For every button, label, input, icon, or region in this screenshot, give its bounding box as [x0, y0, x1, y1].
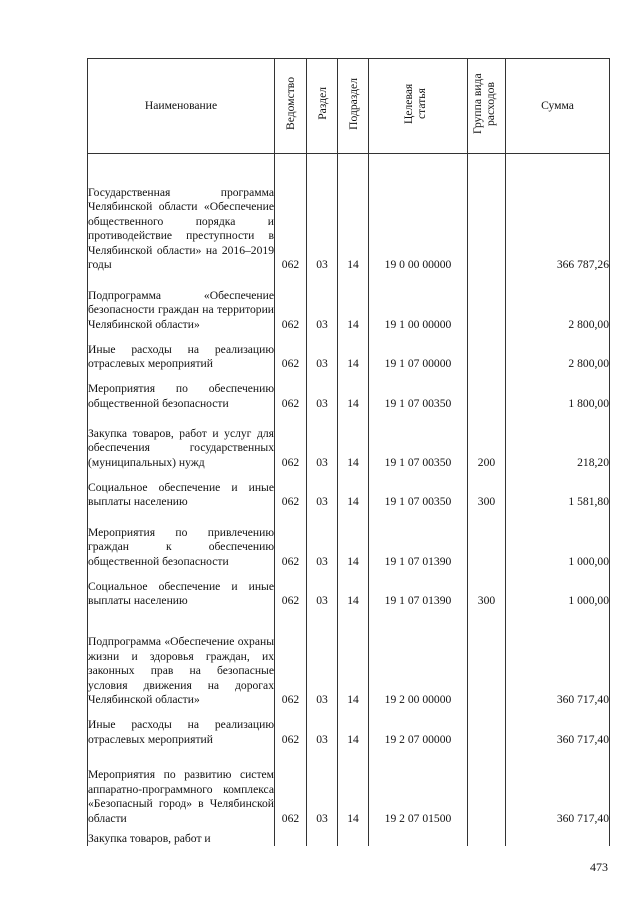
cell-ved: 062 [275, 510, 307, 569]
cell-name: Подпрограмма «Обеспечение охраны жизни и здоровья граждан, их законных прав на безопасные условия движения на дорогах Челябинской области» [88, 609, 275, 708]
cell-name: Закупка товаров, работ и услуг для обеспечения государственных (муниципальных) нужд [88, 411, 275, 470]
cell-razdel: 03 [307, 154, 338, 273]
cell-ved: 062 [275, 372, 307, 412]
table-row [88, 826, 610, 846]
cell-summa: 360 717,40 [506, 708, 610, 748]
cell-summa: 1 000,00 [506, 510, 610, 569]
cell-razdel [307, 826, 338, 846]
cell-celevaya: 19 2 00 00000 [369, 609, 468, 708]
cell-celevaya: 19 1 00 00000 [369, 273, 468, 332]
table-row [88, 510, 610, 569]
cell-gruppa: 300 [468, 470, 506, 510]
cell-gruppa [468, 510, 506, 569]
cell-celevaya: 19 0 00 00000 [369, 154, 468, 273]
cell-celevaya: 19 1 07 01390 [369, 510, 468, 569]
table-row [88, 273, 610, 332]
budget-table [87, 58, 610, 846]
cell-razdel: 03 [307, 609, 338, 708]
cell-ved: 062 [275, 569, 307, 609]
cell-name: Мероприятия по привлечению граждан к обеспечению общественной безопасности [88, 510, 275, 569]
cell-podrazdel: 14 [338, 747, 369, 826]
cell-celevaya: 19 1 07 00350 [369, 372, 468, 412]
cell-celevaya: 19 1 07 00350 [369, 470, 468, 510]
cell-summa: 360 717,40 [506, 609, 610, 708]
cell-celevaya: 19 2 07 01500 [369, 747, 468, 826]
cell-summa: 366 787,26 [506, 154, 610, 273]
cell-podrazdel: 14 [338, 609, 369, 708]
cell-ved: 062 [275, 273, 307, 332]
cell-name: Социальное обеспечение и иные выплаты населению [88, 569, 275, 609]
cell-podrazdel: 14 [338, 411, 369, 470]
table-row [88, 411, 610, 470]
table-row [88, 154, 610, 273]
cell-gruppa: 200 [468, 411, 506, 470]
cell-summa: 218,20 [506, 411, 610, 470]
cell-ved: 062 [275, 609, 307, 708]
header-podrazdel: Подраздел [338, 59, 369, 154]
cell-gruppa [468, 372, 506, 412]
header-name: Наименование [88, 59, 275, 154]
cell-gruppa [468, 609, 506, 708]
cell-gruppa [468, 332, 506, 372]
cell-razdel: 03 [307, 747, 338, 826]
cell-podrazdel [338, 826, 369, 846]
cell-summa: 2 800,00 [506, 332, 610, 372]
cell-podrazdel: 14 [338, 372, 369, 412]
cell-razdel: 03 [307, 372, 338, 412]
cell-razdel: 03 [307, 411, 338, 470]
cell-ved: 062 [275, 411, 307, 470]
cell-name: Иные расходы на реализацию отраслевых мероприятий [88, 708, 275, 748]
cell-razdel: 03 [307, 470, 338, 510]
cell-razdel: 03 [307, 273, 338, 332]
table-row [88, 609, 610, 708]
table-row [88, 569, 610, 609]
cell-gruppa [468, 154, 506, 273]
cell-name: Социальное обеспечение и иные выплаты населению [88, 470, 275, 510]
table-row [88, 470, 610, 510]
cell-podrazdel: 14 [338, 708, 369, 748]
page-number: 473 [590, 860, 608, 874]
cell-name: Подпрограмма «Обеспечение безопасности граждан на территории Челябинской области» [88, 273, 275, 332]
cell-name: Иные расходы на реализацию отраслевых мероприятий [88, 332, 275, 372]
cell-celevaya: 19 1 07 00000 [369, 332, 468, 372]
cell-podrazdel: 14 [338, 569, 369, 609]
cell-podrazdel: 14 [338, 154, 369, 273]
cell-celevaya: 19 1 07 01390 [369, 569, 468, 609]
cell-razdel: 03 [307, 708, 338, 748]
cell-summa: 1 000,00 [506, 569, 610, 609]
cell-podrazdel: 14 [338, 273, 369, 332]
cell-celevaya [369, 826, 468, 846]
cell-podrazdel: 14 [338, 332, 369, 372]
cell-ved: 062 [275, 332, 307, 372]
cell-ved: 062 [275, 747, 307, 826]
table-row [88, 372, 610, 412]
cell-ved: 062 [275, 708, 307, 748]
table-row [88, 332, 610, 372]
cell-celevaya: 19 1 07 00350 [369, 411, 468, 470]
header-ved: Ведомство [275, 59, 307, 154]
cell-gruppa [468, 273, 506, 332]
header-summa: Сумма [506, 59, 610, 154]
cell-ved: 062 [275, 154, 307, 273]
header-gruppa: Группа вида расходов [468, 59, 506, 154]
cell-ved: 062 [275, 470, 307, 510]
cell-gruppa [468, 708, 506, 748]
cell-razdel: 03 [307, 510, 338, 569]
cell-razdel: 03 [307, 569, 338, 609]
cell-name: Государственная программа Челябинской области «Обеспечение общественного порядка и противодействие преступности в Челябинской области» на 2016–2019 годы [88, 154, 275, 273]
cell-summa [506, 826, 610, 846]
cell-summa: 2 800,00 [506, 273, 610, 332]
table-row [88, 708, 610, 748]
cell-summa: 1 800,00 [506, 372, 610, 412]
cell-name: Закупка товаров, работ и [88, 826, 275, 846]
cell-summa: 1 581,80 [506, 470, 610, 510]
cell-gruppa [468, 826, 506, 846]
cell-gruppa [468, 747, 506, 826]
table-row [88, 747, 610, 826]
cell-name: Мероприятия по развитию систем аппаратно-программного комплекса «Безопасный город» в Челябинской области [88, 747, 275, 826]
cell-gruppa: 300 [468, 569, 506, 609]
cell-ved [275, 826, 307, 846]
table-header [88, 59, 610, 154]
header-razdel: Раздел [307, 59, 338, 154]
cell-podrazdel: 14 [338, 510, 369, 569]
header-celevaya: Целевая статья [369, 59, 468, 154]
cell-celevaya: 19 2 07 00000 [369, 708, 468, 748]
cell-razdel: 03 [307, 332, 338, 372]
table-body [88, 154, 610, 847]
cell-podrazdel: 14 [338, 470, 369, 510]
cell-summa: 360 717,40 [506, 747, 610, 826]
cell-name: Мероприятия по обеспечению общественной безопасности [88, 372, 275, 412]
